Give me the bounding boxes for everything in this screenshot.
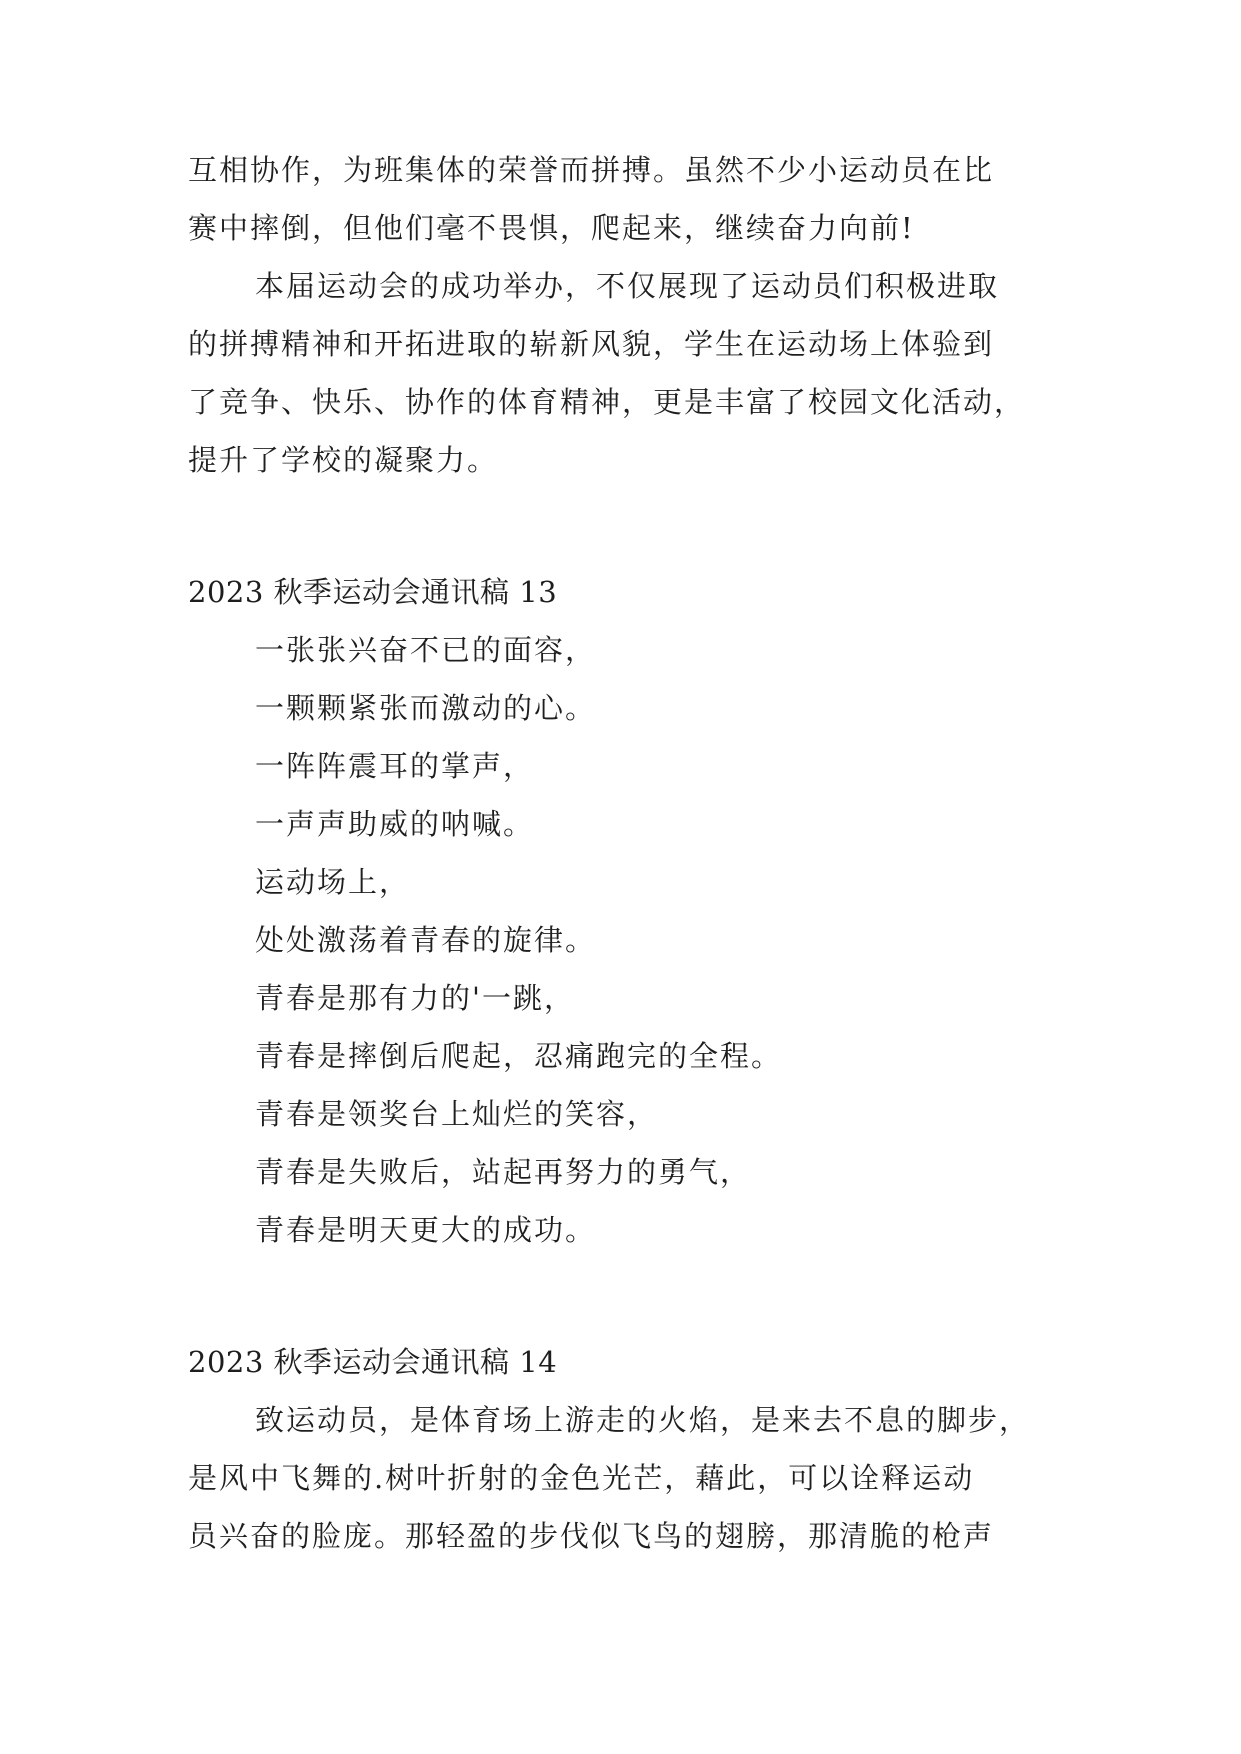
text-line: 是风中飞舞的.树叶折射的金色光芒，藉此，可以诠释运动 <box>188 1461 975 1495</box>
poem-line: 运动场上， <box>255 865 411 899</box>
text-line: 员兴奋的脸庞。那轻盈的步伐似飞鸟的翅膀，那清脆的枪声 <box>188 1519 995 1553</box>
poem-line: 一声声助威的呐喊。 <box>255 807 535 841</box>
poem-line: 青春是领奖台上灿烂的笑容， <box>255 1097 659 1131</box>
poem-line: 青春是失败后，站起再努力的勇气， <box>255 1155 752 1189</box>
section-title: 2023 秋季运动会通讯稿 13 <box>188 575 558 609</box>
text-line: 互相协作，为班集体的荣誉而拼搏。虽然不少小运动员在比 <box>188 153 995 187</box>
poem-line: 青春是明天更大的成功。 <box>255 1213 597 1247</box>
section-title: 2023 秋季运动会通讯稿 14 <box>188 1345 558 1379</box>
text-line: 了竞争、快乐、协作的体育精神，更是丰富了校园文化活动， <box>188 385 1026 419</box>
text-line: 赛中摔倒，但他们毫不畏惧，爬起来，继续奋力向前! <box>188 211 915 245</box>
poem-line: 一阵阵震耳的掌声， <box>255 749 535 783</box>
poem-line: 一张张兴奋不已的面容， <box>255 633 597 667</box>
text-line: 致运动员，是体育场上游走的火焰，是来去不息的脚步， <box>255 1403 1031 1437</box>
text-line: 的拼搏精神和开拓进取的崭新风貌，学生在运动场上体验到 <box>188 327 995 361</box>
poem-line: 处处激荡着青春的旋律。 <box>255 923 597 957</box>
poem-line: 青春是那有力的'一跳， <box>255 981 575 1015</box>
text-line: 本届运动会的成功举办，不仅展现了运动员们积极进取 <box>255 269 1000 303</box>
text-line: 提升了学校的凝聚力。 <box>188 443 499 477</box>
poem-line: 青春是摔倒后爬起，忍痛跑完的全程。 <box>255 1039 783 1073</box>
poem-line: 一颗颗紧张而激动的心。 <box>255 691 597 725</box>
